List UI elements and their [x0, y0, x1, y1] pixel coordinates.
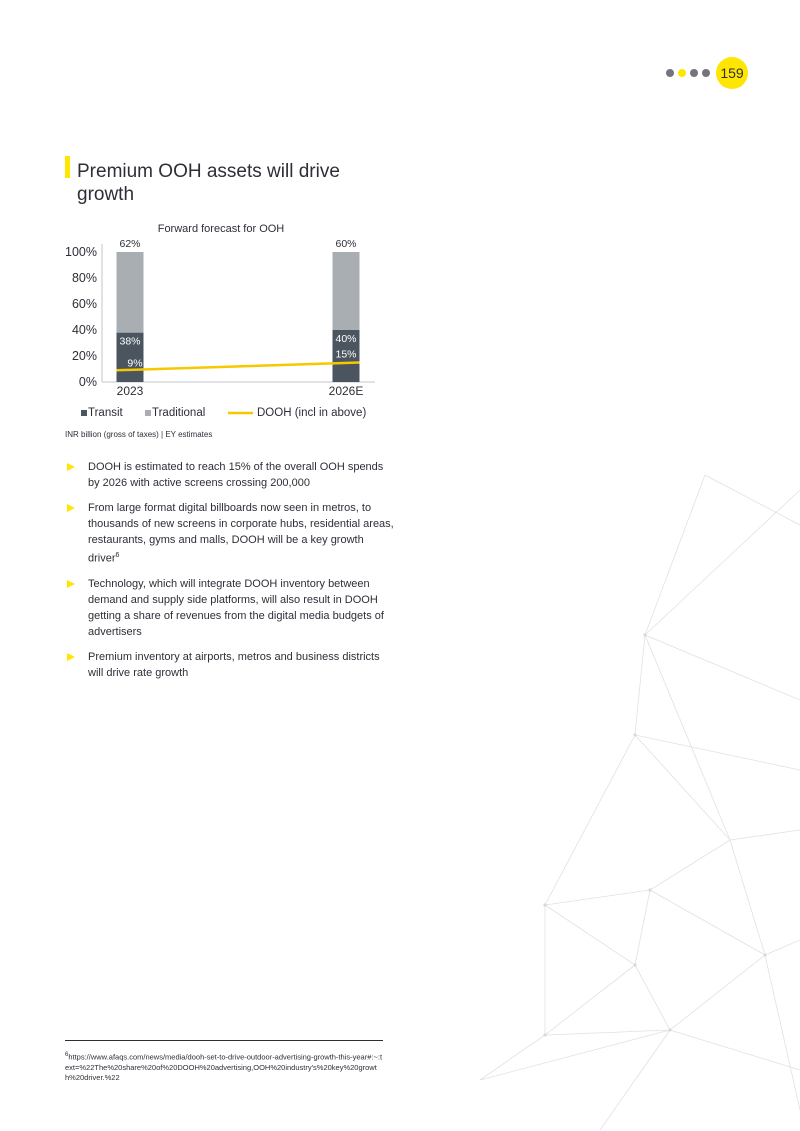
chart-legend	[81, 407, 366, 419]
legend-swatch-traditional	[145, 410, 151, 416]
y-tick-label: 60%	[71, 297, 97, 311]
x-tick-label: 2026E	[328, 384, 364, 398]
data-label-traditional: 60%	[335, 238, 357, 250]
chart-title: Forward forecast for OOH	[157, 223, 285, 235]
page-indicator	[666, 58, 748, 88]
decorative-mesh-background	[470, 470, 800, 1130]
arrow-bullet-icon	[67, 504, 75, 512]
arrow-bullet-icon	[67, 580, 75, 588]
footnote-reference[interactable]: 6	[115, 552, 120, 559]
legend-label-traditional: Traditional	[152, 407, 206, 419]
footnote-marker: 6	[65, 1052, 69, 1058]
section-heading: Premium OOH assets will drive growth	[77, 161, 340, 205]
progress-dot	[666, 69, 674, 77]
heading-accent-bar	[65, 156, 70, 178]
chart-source-note: INR billion (gross of taxes) | EY estimates	[65, 430, 213, 439]
data-label-transit: 38%	[119, 335, 141, 348]
x-tick-label: 2023	[116, 384, 144, 398]
chart-plot-area	[65, 238, 375, 398]
list-item	[65, 576, 395, 640]
legend-label-transit: Transit	[88, 407, 123, 419]
arrow-bullet-icon	[67, 653, 75, 661]
bullet-text: From large format digital billboards now seen in metros, to thousands of new screens in corporate hubs, residential areas, restaurants, gyms and malls, DOOH will be a key growth driver	[88, 502, 394, 565]
arrow-bullet-icon	[67, 463, 75, 471]
list-item	[65, 649, 395, 681]
list-item	[65, 459, 395, 491]
data-label-dooh: 9%	[127, 357, 143, 370]
page-number: 159	[716, 57, 748, 89]
data-label-transit: 40%	[335, 333, 357, 345]
progress-dot	[702, 69, 710, 77]
ooh-forecast-chart	[55, 215, 385, 425]
bullet-text: Technology, which will integrate DOOH inventory between demand and supply side platforms, will also result in DOOH getting a share of revenues from the digital media budgets of advertisers	[88, 577, 384, 638]
footnote-divider	[65, 1040, 383, 1041]
key-points-list	[65, 459, 395, 690]
bar-traditional	[117, 252, 144, 333]
bullet-text: DOOH is estimated to reach 15% of the overall OOH spends by 2026 with active screens crossing 200,000	[88, 461, 384, 489]
dooh-line	[117, 363, 360, 371]
y-tick-label: 20%	[71, 349, 97, 363]
legend-label-dooh: DOOH (incl in above)	[257, 407, 367, 419]
legend-swatch-transit	[81, 410, 87, 416]
footnote	[65, 1050, 385, 1083]
progress-dot-active	[678, 69, 686, 77]
y-tick-label: 40%	[71, 323, 97, 337]
bullet-text: Premium inventory at airports, metros and business districts will drive rate growth	[88, 650, 380, 679]
footnote-url[interactable]: https://www.afaqs.com/news/media/dooh-set-to-drive-outdoor-advertising-growth-this-year#:~:text=%22The%20share%20of%20DOOH%20advertising,OOH%20industry's%20key%20growth%20driver.%22	[65, 1052, 383, 1082]
bar-traditional	[333, 252, 360, 330]
y-tick-label: 80%	[71, 271, 97, 285]
y-tick-label: 100%	[65, 245, 97, 259]
list-item	[65, 500, 395, 567]
progress-dot	[690, 69, 698, 77]
data-label-dooh: 15%	[335, 348, 357, 361]
data-label-traditional: 62%	[119, 238, 141, 250]
y-tick-label: 0%	[78, 375, 97, 389]
